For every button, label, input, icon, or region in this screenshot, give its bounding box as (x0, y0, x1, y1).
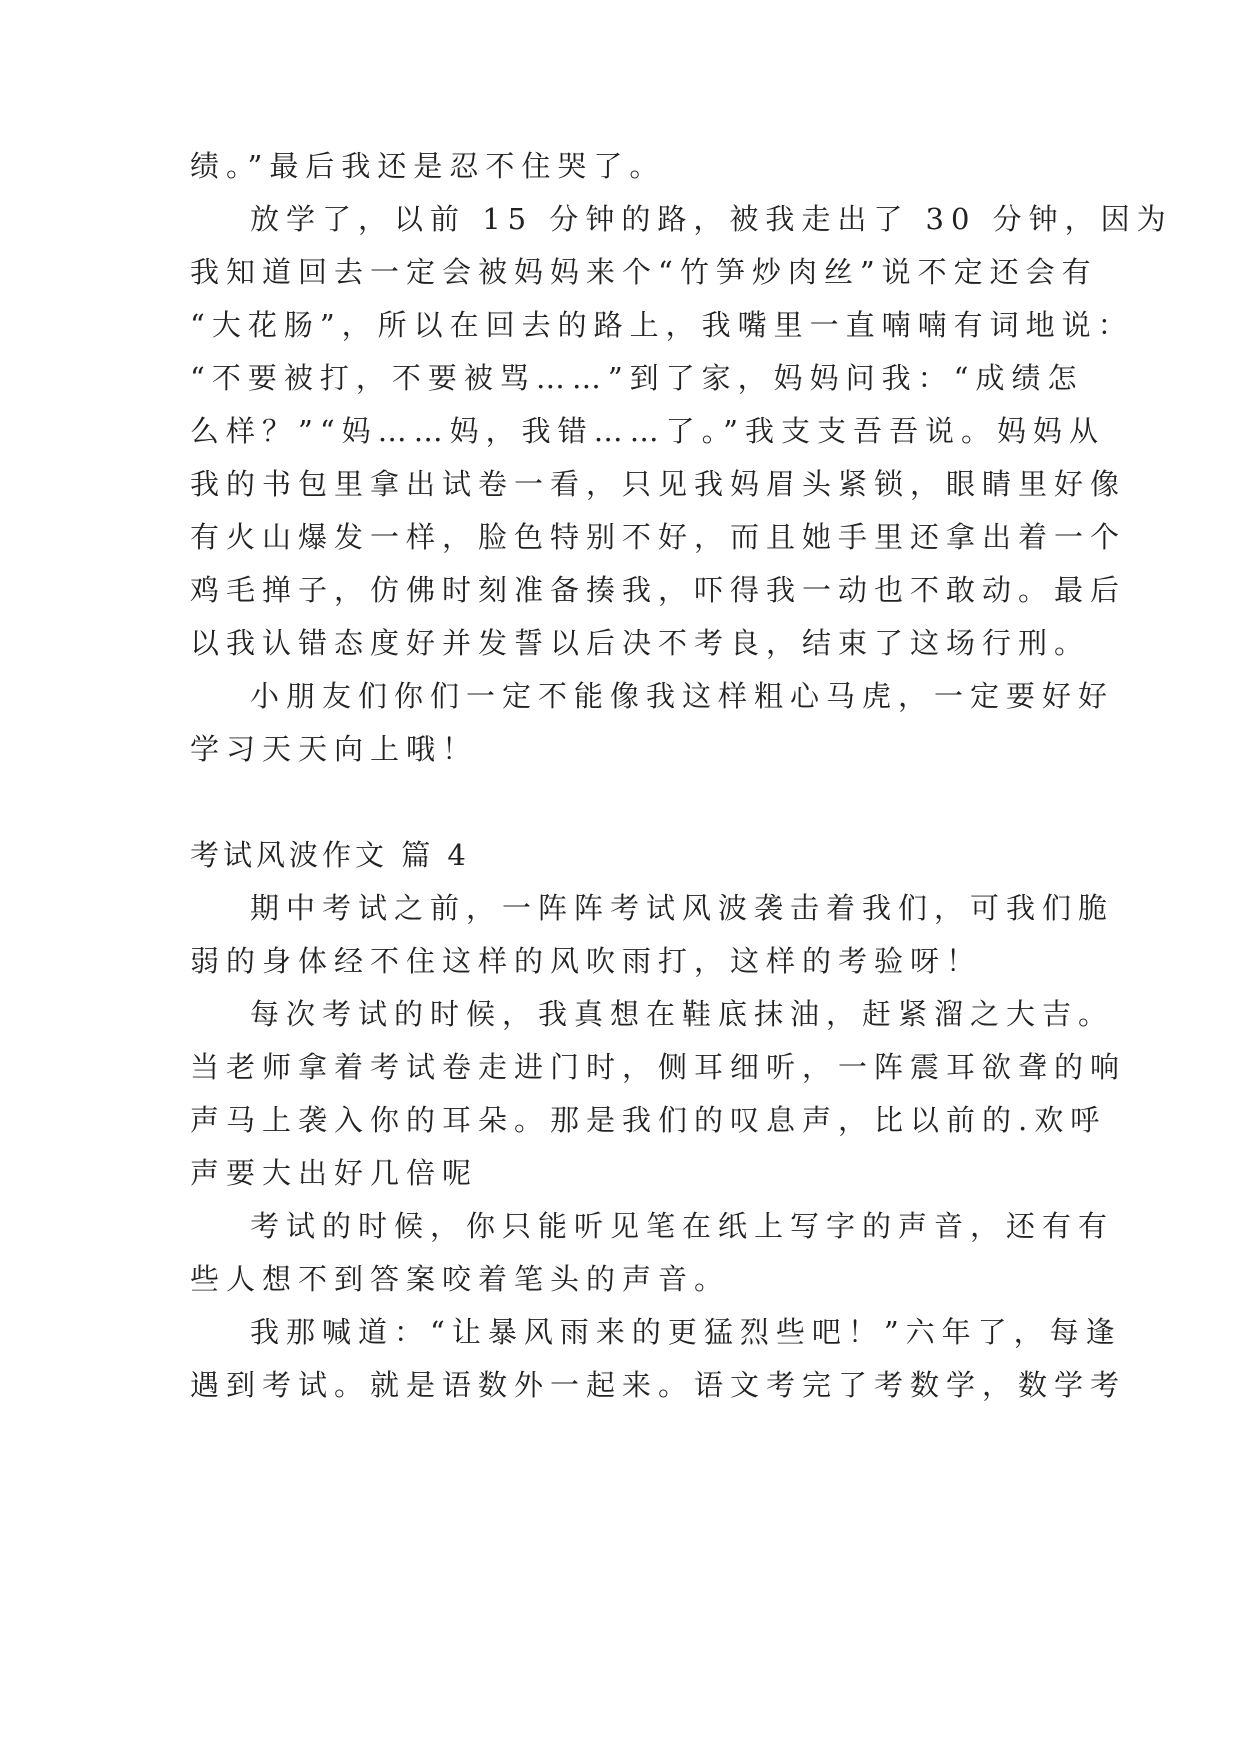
text-line: 声马上袭入你的耳朵。那是我们的叹息声，比以前的.欢呼 (190, 1103, 1107, 1137)
text-line: 么样？”“妈……妈，我错……了。”我支支吾吾说。妈妈从 (190, 414, 1105, 448)
text-line: 以我认错态度好并发誓以后决不考良，结束了这场行刑。 (190, 626, 1091, 660)
text-line: 绩。”最后我还是忍不住哭了。 (190, 149, 666, 183)
section-heading: 考试风波作文 篇 4 (190, 838, 470, 872)
text-line: 弱的身体经不住这样的风吹雨打，这样的考验呀！ (190, 944, 983, 978)
text-line: “大花肠”，所以在回去的路上，我嘴里一直喃喃有词地说： (190, 308, 1134, 342)
text-line: 些人想不到答案咬着笔头的声音。 (190, 1262, 731, 1296)
text-line: 有火山爆发一样，脸色特别不好，而且她手里还拿出着一个 (190, 520, 1127, 554)
paragraph-line: 小朋友们你们一定不能像我这样粗心马虎，一定要好好 (250, 679, 1115, 713)
paragraph-line: 放学了，以前 15 分钟的路，被我走出了 30 分钟，因为 (250, 202, 1173, 236)
text-line: 学习天天向上哦！ (190, 732, 479, 766)
paragraph-line: 每次考试的时候，我真想在鞋底抹油，赶紧溜之大吉。 (250, 997, 1115, 1031)
paragraph-line: 期中考试之前，一阵阵考试风波袭击着我们，可我们脆 (250, 891, 1115, 925)
text-line: 当老师拿着考试卷走进门时，侧耳细听，一阵震耳欲聋的响 (190, 1050, 1127, 1084)
paragraph-line: 考试的时候，你只能听见笔在纸上写字的声音，还有有 (250, 1209, 1115, 1243)
text-line: 声要大出好几倍呢 (190, 1156, 479, 1190)
paragraph-line: 我那喊道：“让暴风雨来的更猛烈些吧！”六年了，每逢 (250, 1315, 1122, 1349)
text-line: 遇到考试。就是语数外一起来。语文考完了考数学，数学考 (190, 1368, 1127, 1402)
text-line: 鸡毛掸子，仿佛时刻准备揍我，吓得我一动也不敢动。最后 (190, 573, 1127, 607)
text-line: 我的书包里拿出试卷一看，只见我妈眉头紧锁，眼睛里好像 (190, 467, 1127, 501)
text-line: 我知道回去一定会被妈妈来个“竹笋炒肉丝”说不定还会有 (190, 255, 1098, 289)
text-line: “不要被打，不要被骂……”到了家，妈妈问我：“成绩怎 (190, 361, 1084, 395)
